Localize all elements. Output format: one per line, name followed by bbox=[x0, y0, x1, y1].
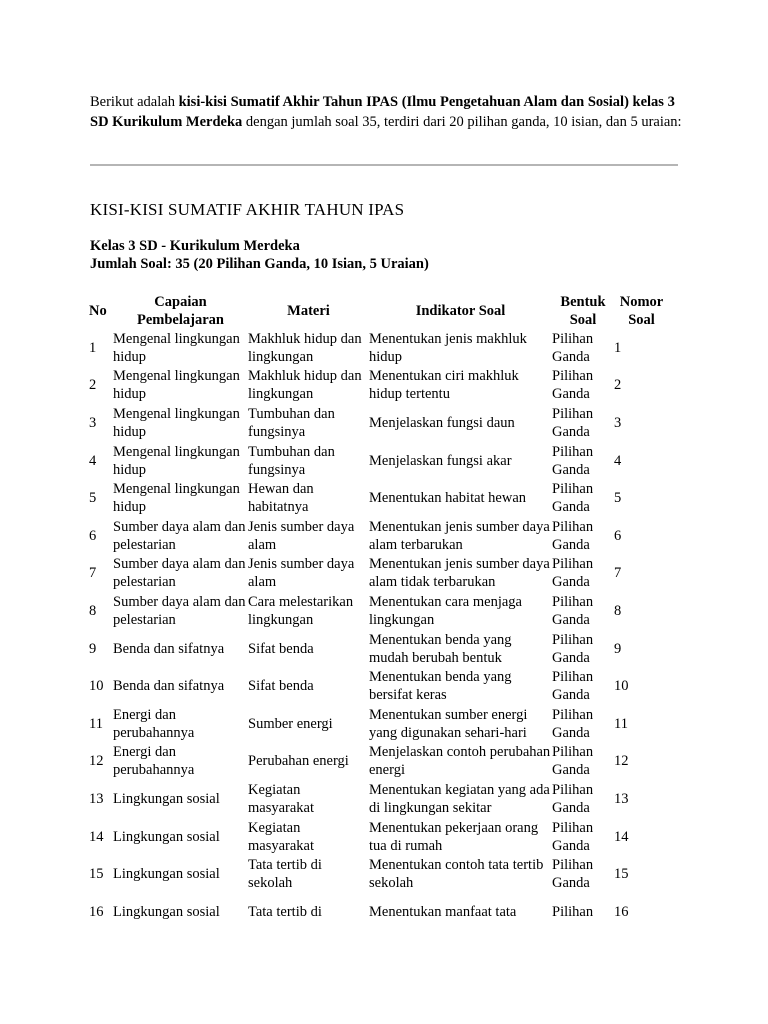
cell-nomor: 2 bbox=[614, 377, 622, 394]
cell-bentuk: Pilihan Ganda bbox=[552, 593, 594, 628]
cell-indikator: Menjelaskan contoh perubahan energi bbox=[369, 744, 551, 779]
cell-capaian: Benda dan sifatnya bbox=[113, 640, 225, 657]
intro-prefix: Berikut adalah bbox=[90, 94, 179, 110]
cell-bentuk: Pilihan Ganda bbox=[552, 857, 594, 892]
cell-capaian: Mengenal lingkungan hidup bbox=[113, 481, 240, 516]
horizontal-divider bbox=[90, 164, 678, 166]
document-page bbox=[89, 92, 690, 920]
cell-materi: Tata tertib di bbox=[248, 903, 322, 920]
cell-indikator: Menentukan ciri makhluk hidup tertentu bbox=[369, 368, 519, 403]
cell-capaian: Mengenal lingkungan hidup bbox=[113, 330, 240, 365]
cell-materi: Hewan dan habitatnya bbox=[248, 481, 314, 516]
cell-materi: Tumbuhan dan fungsinya bbox=[248, 443, 335, 478]
table-row bbox=[89, 555, 669, 593]
cell-indikator: Menentukan cara menjaga lingkungan bbox=[369, 593, 522, 628]
cell-materi: Perubahan energi bbox=[248, 753, 349, 770]
cell-materi: Sifat benda bbox=[248, 640, 314, 657]
cell-capaian: Lingkungan sosial bbox=[113, 790, 220, 807]
cell-nomor: 12 bbox=[614, 753, 629, 770]
cell-nomor: 15 bbox=[614, 866, 629, 883]
table-row bbox=[89, 442, 669, 480]
table-header-row bbox=[89, 293, 669, 329]
intro-paragraph bbox=[90, 92, 690, 132]
table-row bbox=[89, 329, 669, 367]
intro-suffix: dengan jumlah soal 35, terdiri dari 20 pilihan ganda, 10 isian, dan 5 uraian: bbox=[242, 114, 682, 130]
cell-no: 12 bbox=[89, 753, 104, 770]
cell-nomor: 10 bbox=[614, 678, 629, 695]
cell-capaian: Lingkungan sosial bbox=[113, 903, 220, 920]
document-title: KISI-KISI SUMATIF AKHIR TAHUN IPAS bbox=[90, 200, 405, 219]
cell-materi: Makhluk hidup dan lingkungan bbox=[248, 330, 362, 365]
header-materi: Materi bbox=[287, 303, 330, 319]
cell-no: 10 bbox=[89, 678, 104, 695]
cell-nomor: 5 bbox=[614, 490, 622, 507]
cell-no: 11 bbox=[89, 715, 103, 732]
cell-capaian: Sumber daya alam dan pelestarian bbox=[113, 593, 246, 628]
meta-class-line: Kelas 3 SD - Kurikulum Merdeka bbox=[90, 238, 300, 254]
cell-nomor: 4 bbox=[614, 452, 622, 469]
cell-indikator: Menentukan benda yang mudah berubah bentuk bbox=[369, 631, 512, 666]
cell-indikator: Menentukan contoh tata tertib sekolah bbox=[369, 857, 544, 892]
cell-materi: Sumber energi bbox=[248, 715, 333, 732]
cell-indikator: Menentukan jenis sumber daya alam terbarukan bbox=[369, 518, 550, 553]
cell-capaian: Energi dan perubahannya bbox=[113, 744, 195, 779]
cell-nomor: 14 bbox=[614, 828, 629, 845]
cell-bentuk: Pilihan Ganda bbox=[552, 405, 594, 440]
cell-indikator: Menjelaskan fungsi daun bbox=[369, 414, 515, 431]
cell-indikator: Menentukan manfaat tata bbox=[369, 903, 517, 920]
intro-bold: kisi-kisi Sumatif Akhir Tahun IPAS (Ilmu Pengetahuan Alam dan Sosial) kelas 3 SD Kurikulum Merdeka bbox=[90, 94, 675, 130]
cell-bentuk: Pilihan Ganda bbox=[552, 481, 594, 516]
cell-capaian: Mengenal lingkungan hidup bbox=[113, 405, 240, 440]
cell-bentuk: Pilihan Ganda bbox=[552, 781, 594, 816]
table-row bbox=[89, 818, 669, 856]
cell-bentuk: Pilihan Ganda bbox=[552, 669, 594, 704]
cell-indikator: Menjelaskan fungsi akar bbox=[369, 452, 512, 469]
cell-no: 4 bbox=[89, 452, 97, 469]
cell-nomor: 8 bbox=[614, 602, 622, 619]
cell-nomor: 16 bbox=[614, 903, 629, 920]
cell-materi: Kegiatan masyarakat bbox=[248, 781, 315, 816]
cell-capaian: Sumber daya alam dan pelestarian bbox=[113, 518, 246, 553]
cell-no: 16 bbox=[89, 903, 104, 920]
meta-count-line: Jumlah Soal: 35 (20 Pilihan Ganda, 10 Isian, 5 Uraian) bbox=[90, 256, 429, 272]
cell-nomor: 11 bbox=[614, 715, 628, 732]
header-no: No bbox=[89, 303, 107, 319]
cell-materi: Jenis sumber daya alam bbox=[248, 556, 355, 591]
cell-capaian: Mengenal lingkungan hidup bbox=[113, 368, 240, 403]
table-row bbox=[89, 780, 669, 818]
cell-nomor: 6 bbox=[614, 527, 622, 544]
header-capaian: Capaian Pembelajaran bbox=[137, 294, 224, 328]
table-row bbox=[89, 893, 669, 931]
table-body bbox=[89, 329, 669, 931]
table-row bbox=[89, 479, 669, 517]
cell-indikator: Menentukan jenis makhluk hidup bbox=[369, 330, 527, 365]
cell-bentuk: Pilihan Ganda bbox=[552, 706, 594, 741]
table-row bbox=[89, 855, 669, 893]
cell-bentuk: Pilihan Ganda bbox=[552, 819, 594, 854]
cell-nomor: 1 bbox=[614, 339, 622, 356]
table-row bbox=[89, 667, 669, 705]
cell-capaian: Mengenal lingkungan hidup bbox=[113, 443, 240, 478]
cell-materi: Tata tertib di sekolah bbox=[248, 857, 322, 892]
cell-no: 5 bbox=[89, 490, 97, 507]
cell-materi: Kegiatan masyarakat bbox=[248, 819, 315, 854]
cell-nomor: 9 bbox=[614, 640, 622, 657]
cell-bentuk: Pilihan Ganda bbox=[552, 518, 594, 553]
cell-no: 9 bbox=[89, 640, 97, 657]
cell-materi: Sifat benda bbox=[248, 678, 314, 695]
cell-bentuk: Pilihan bbox=[552, 903, 594, 920]
cell-bentuk: Pilihan Ganda bbox=[552, 368, 594, 403]
cell-capaian: Lingkungan sosial bbox=[113, 866, 220, 883]
cell-indikator: Menentukan kegiatan yang ada di lingkungan sekitar bbox=[369, 781, 550, 816]
kisi-kisi-table bbox=[89, 293, 669, 931]
cell-no: 1 bbox=[89, 339, 97, 356]
cell-no: 15 bbox=[89, 866, 104, 883]
cell-no: 14 bbox=[89, 828, 104, 845]
table-row bbox=[89, 743, 669, 781]
cell-no: 6 bbox=[89, 527, 97, 544]
cell-materi: Jenis sumber daya alam bbox=[248, 518, 355, 553]
cell-capaian: Benda dan sifatnya bbox=[113, 678, 225, 695]
cell-materi: Tumbuhan dan fungsinya bbox=[248, 405, 335, 440]
header-bentuk: Bentuk Soal bbox=[560, 294, 606, 328]
cell-bentuk: Pilihan Ganda bbox=[552, 556, 594, 591]
cell-nomor: 3 bbox=[614, 414, 622, 431]
table-row bbox=[89, 630, 669, 668]
cell-capaian: Energi dan perubahannya bbox=[113, 706, 195, 741]
cell-bentuk: Pilihan Ganda bbox=[552, 744, 594, 779]
cell-indikator: Menentukan habitat hewan bbox=[369, 490, 527, 507]
cell-indikator: Menentukan sumber energi yang digunakan sehari-hari bbox=[369, 706, 528, 741]
cell-bentuk: Pilihan Ganda bbox=[552, 631, 594, 666]
cell-no: 3 bbox=[89, 414, 97, 431]
table-row bbox=[89, 517, 669, 555]
table-row bbox=[89, 705, 669, 743]
cell-no: 8 bbox=[89, 602, 97, 619]
header-indikator: Indikator Soal bbox=[415, 303, 506, 319]
cell-no: 7 bbox=[89, 565, 97, 582]
cell-nomor: 7 bbox=[614, 565, 622, 582]
cell-capaian: Sumber daya alam dan pelestarian bbox=[113, 556, 246, 591]
table-row bbox=[89, 367, 669, 405]
header-nomor: Nomor Soal bbox=[619, 294, 664, 328]
cell-nomor: 13 bbox=[614, 790, 629, 807]
cell-bentuk: Pilihan Ganda bbox=[552, 443, 594, 478]
cell-no: 2 bbox=[89, 377, 97, 394]
cell-indikator: Menentukan pekerjaan orang tua di rumah bbox=[369, 819, 539, 854]
cell-materi: Cara melestarikan lingkungan bbox=[248, 593, 354, 628]
cell-indikator: Menentukan jenis sumber daya alam tidak terbarukan bbox=[369, 556, 550, 591]
document-meta bbox=[90, 237, 429, 273]
table-row bbox=[89, 404, 669, 442]
cell-capaian: Lingkungan sosial bbox=[113, 828, 220, 845]
cell-no: 13 bbox=[89, 790, 104, 807]
cell-materi: Makhluk hidup dan lingkungan bbox=[248, 368, 362, 403]
table-row bbox=[89, 592, 669, 630]
cell-bentuk: Pilihan Ganda bbox=[552, 330, 594, 365]
cell-indikator: Menentukan benda yang bersifat keras bbox=[369, 669, 512, 704]
